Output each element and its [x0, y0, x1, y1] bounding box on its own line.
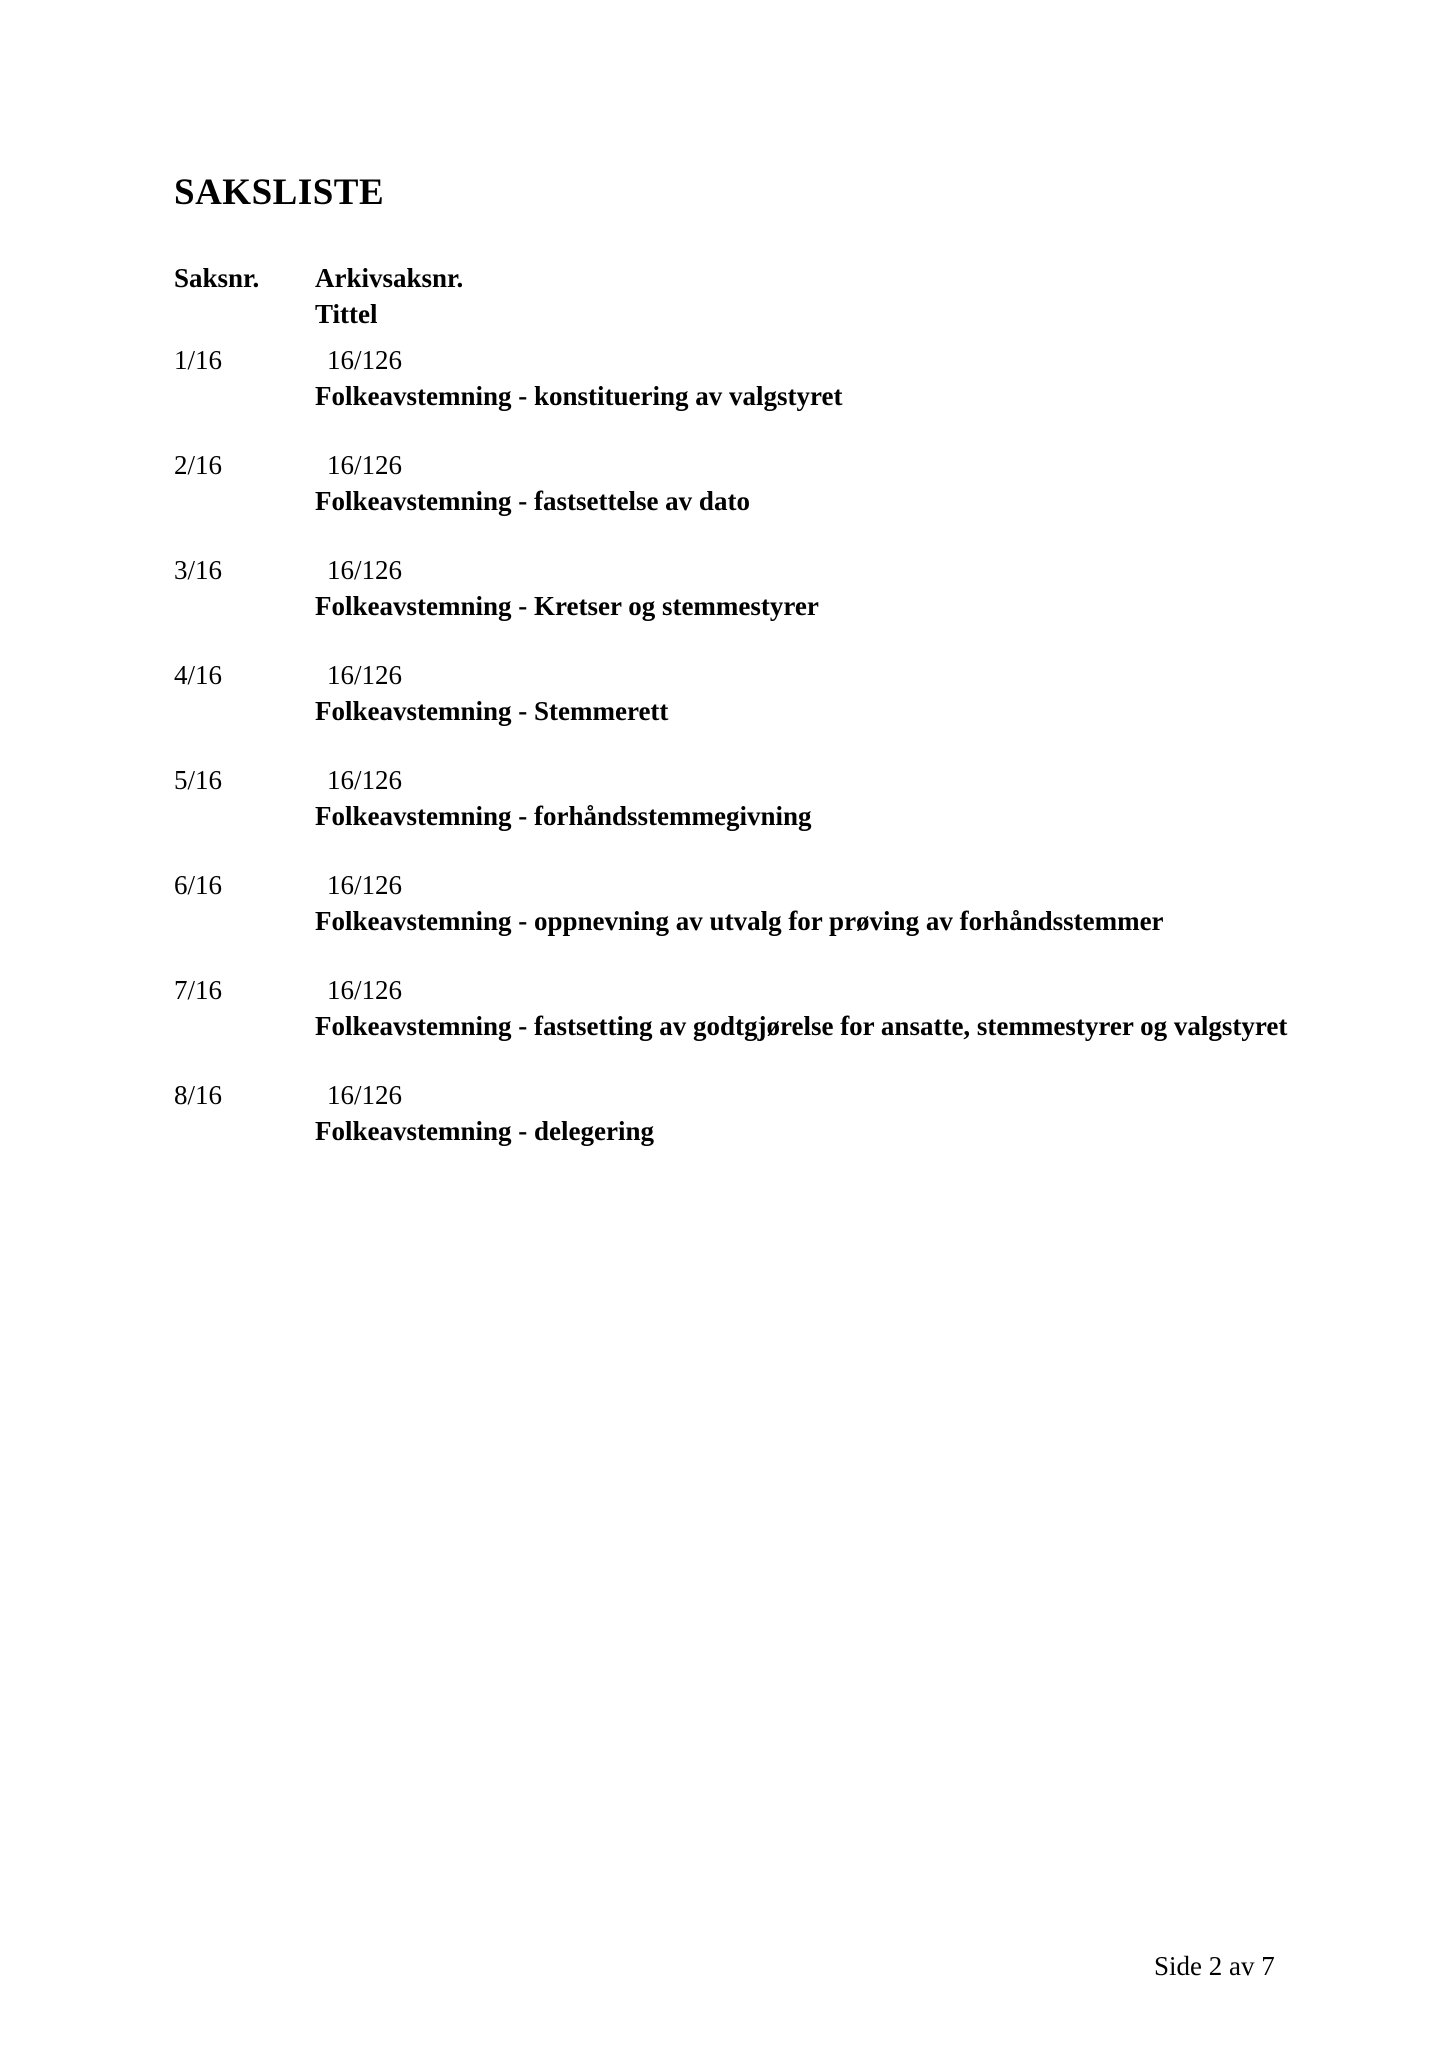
- header-saksnr: Saksnr.: [174, 263, 260, 293]
- case-arkivsaksnr: 16/126: [327, 345, 403, 375]
- case-tittel: Folkeavstemning - Stemmerett: [315, 696, 669, 726]
- case-tittel: Folkeavstemning - fastsetting av godtgjørelse for ansatte, stemmestyrer og valgstyret: [315, 1011, 1288, 1041]
- header-arkivsaksnr: Arkivsaksnr.: [315, 263, 464, 293]
- case-item: [174, 657, 1304, 729]
- case-item: [174, 972, 1304, 1044]
- case-arkivsaksnr: 16/126: [327, 450, 403, 480]
- case-saksnr: 2/16: [174, 450, 223, 480]
- case-saksnr: 1/16: [174, 345, 223, 375]
- case-item: [174, 867, 1304, 939]
- case-arkivsaksnr: 16/126: [327, 1080, 403, 1110]
- case-tittel: Folkeavstemning - oppnevning av utvalg for prøving av forhåndsstemmer: [315, 906, 1164, 936]
- case-item: [174, 1077, 1304, 1149]
- case-tittel: Folkeavstemning - delegering: [315, 1116, 654, 1146]
- case-item: [174, 552, 1304, 624]
- case-list: [174, 342, 1304, 1182]
- case-saksnr: 4/16: [174, 660, 223, 690]
- case-item: [174, 762, 1304, 834]
- page-title: SAKSLISTE: [174, 172, 385, 213]
- case-item: [174, 447, 1304, 519]
- case-saksnr: 3/16: [174, 555, 223, 585]
- case-arkivsaksnr: 16/126: [327, 975, 403, 1005]
- case-item: [174, 342, 1304, 414]
- case-saksnr: 6/16: [174, 870, 223, 900]
- case-saksnr: 8/16: [174, 1080, 223, 1110]
- case-arkivsaksnr: 16/126: [327, 765, 403, 795]
- case-arkivsaksnr: 16/126: [327, 555, 403, 585]
- case-saksnr: 5/16: [174, 765, 223, 795]
- header-tittel: Tittel: [315, 299, 378, 329]
- case-arkivsaksnr: 16/126: [327, 870, 403, 900]
- case-tittel: Folkeavstemning - Kretser og stemmestyrer: [315, 591, 819, 621]
- case-tittel: Folkeavstemning - forhåndsstemmegivning: [315, 801, 812, 831]
- page-number: Side 2 av 7: [1154, 1951, 1275, 1981]
- case-arkivsaksnr: 16/126: [327, 660, 403, 690]
- case-saksnr: 7/16: [174, 975, 223, 1005]
- case-tittel: Folkeavstemning - fastsettelse av dato: [315, 486, 750, 516]
- case-tittel: Folkeavstemning - konstituering av valgstyret: [315, 381, 843, 411]
